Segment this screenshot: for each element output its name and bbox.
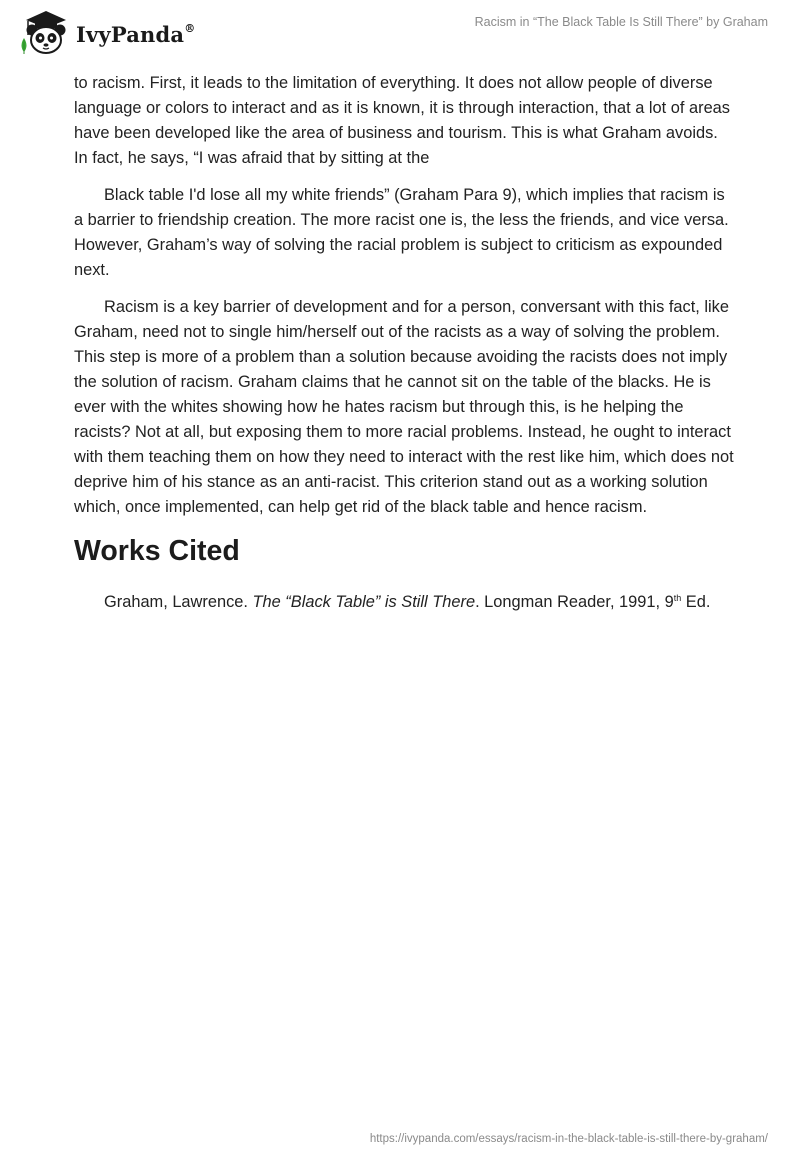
- registered-mark: ®: [184, 21, 196, 35]
- page-header: [0, 0, 800, 60]
- essay-body: [74, 71, 734, 615]
- paragraph-1: to racism. First, it leads to the limitation of everything. It does not allow people of diverse language or colors to interact and as it is known, it is through interaction, that a lot of areas have been developed like the area of business and tourism. This is what Graham avoids. In fact, he says, “I was afraid that by sitting at the: [74, 74, 730, 167]
- paragraph-3: Racism is a key barrier of development and for a person, conversant with this fact, like Graham, need not to single him/herself out of the racists as a way of solving the problem. This step is more of a problem than a solution because avoiding the racists does not imply the solution of racism. Graham claims that he cannot sit on the table of the blacks. He is ever with the whites showing how he hates racism but through this, is he helping the racists? Not at all, but exposing them to more racial problems. Instead, he ought to interact with them teaching them on how they need to interact with the rest like him, which does not deprive him of his stance as an anti-racist. This criterion stand out as a working solution which, once implemented, can help get rid of the black table and hence racism.: [74, 298, 734, 516]
- source-url[interactable]: https://ivypanda.com/essays/racism-in-the-black-table-is-still-there-by-graham/: [369, 1133, 768, 1145]
- citation-edition-end: Ed.: [681, 593, 711, 611]
- panda-graduate-icon: [16, 8, 72, 56]
- citation-author: Graham, Lawrence.: [104, 593, 253, 611]
- ivypanda-logo[interactable]: [16, 8, 195, 56]
- citation-entry: [74, 586, 734, 615]
- citation-publisher: . Longman Reader, 1991, 9: [475, 593, 674, 611]
- logo-wordmark: IvyPanda®: [76, 21, 196, 47]
- paragraph-2: Black table I'd lose all my white friends” (Graham Para 9), which implies that racism is a barrier to friendship creation. The more racist one is, the less the friends, and vice versa. However, Graham’s way of solving the racial problem is subject to criticism as expounded next.: [74, 186, 729, 279]
- citation-title: The “Black Table” is Still There: [252, 593, 476, 611]
- citation-edition-suffix: th: [673, 593, 682, 603]
- works-cited-heading: Works Cited: [74, 535, 240, 567]
- document-title: Racism in “The Black Table Is Still There” by Graham: [474, 15, 768, 29]
